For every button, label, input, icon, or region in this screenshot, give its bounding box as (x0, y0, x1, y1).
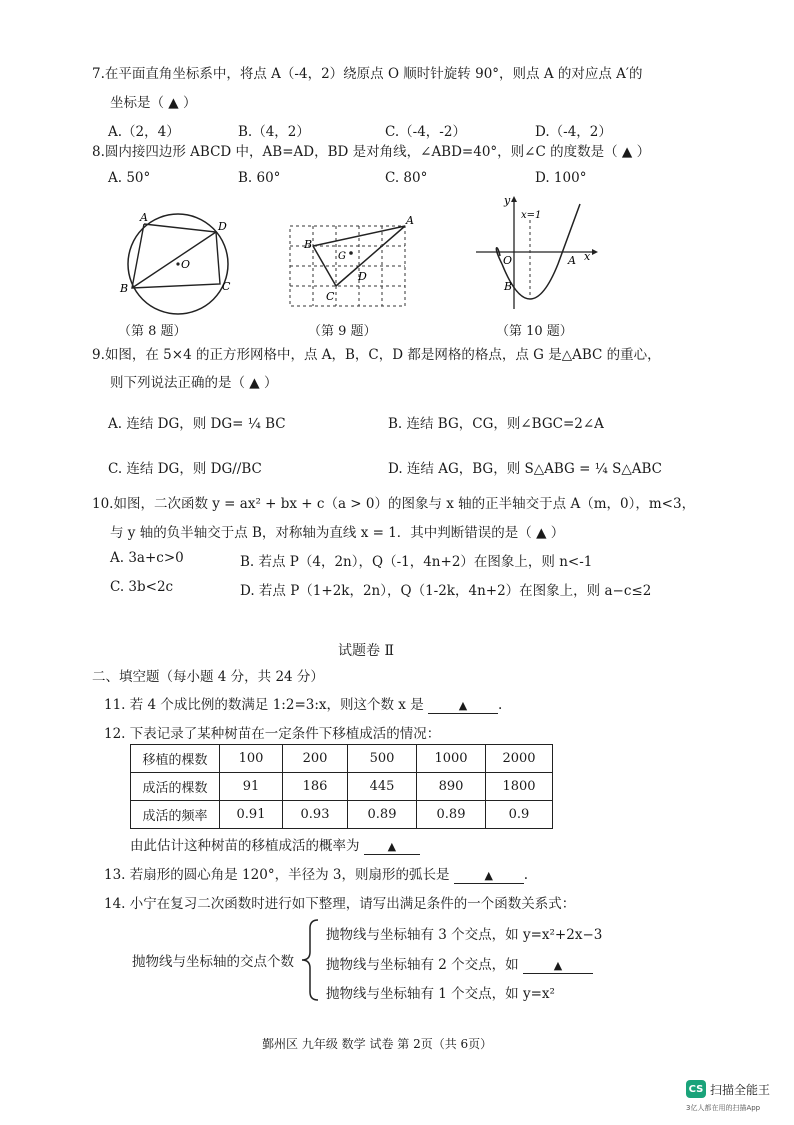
q14-intro: 14. 小宁在复习二次函数时进行如下整理，请写出满足条件的一个函数关系式： (104, 896, 576, 912)
q9-option-a: A. 连结 DG，则 DG= ¼ BC (108, 416, 286, 432)
q9-line2: 则下列说法正确的是（ ▲ ） (110, 375, 278, 391)
q13-end: . (523, 867, 529, 883)
section-heading: 二、填空题（每小题 4 分，共 24 分） (92, 669, 324, 685)
table-cell: 0.9 (486, 801, 553, 829)
q10-option-a: A. 3a+c>0 (110, 550, 184, 566)
q14-branch-2-text: 抛物线与坐标轴有 2 个交点，如 (326, 957, 519, 973)
q10-line2: 与 y 轴的负半轴交于点 B，对称轴为直线 x = 1．其中判断错误的是（ ▲ ） (110, 525, 565, 541)
q7-option-d: D.（-4，2） (535, 124, 612, 140)
q14-blank-mark: ▲ (553, 959, 563, 972)
q13-blank-mark: ▲ (484, 869, 493, 882)
figure-8 (112, 210, 252, 320)
q8-option-b: B. 60° (238, 170, 281, 186)
q11-blank (428, 697, 498, 714)
table-cell: 1000 (417, 745, 486, 773)
table-cell: 91 (220, 773, 283, 801)
q11-text: 11. 若 4 个成比例的数满足 1:2=3:x，则这个数 x 是 (104, 697, 424, 713)
q11 (104, 693, 502, 714)
table-cell: 445 (348, 773, 417, 801)
table-cell: 0.91 (220, 801, 283, 829)
fig9-label-b: B (304, 238, 313, 251)
q13 (104, 863, 528, 884)
q13-text: 13. 若扇形的圆心角是 120°，半径为 3，则扇形的弧长是 (104, 867, 450, 883)
fig8-label-o: O (181, 258, 191, 271)
table-row (131, 801, 553, 829)
q10-line1: 10.如图，二次函数 y = ax² + bx + c（a > 0）的图象与 x 轴的正半轴交于点 A（m，0），m<3， (92, 496, 696, 512)
q12-blank (364, 838, 420, 855)
page-footer: 鄞州区 九年级 数学 试卷 第 2页（共 6页） (262, 1037, 493, 1051)
q11-blank-mark: ▲ (458, 699, 468, 712)
scanner-watermark (686, 1080, 770, 1098)
q12-table (130, 744, 553, 829)
q8-option-d: D. 100° (535, 170, 587, 186)
q12-intro: 12. 下表记录了某种树苗在一定条件下移植成活的情况： (104, 726, 441, 742)
table-cell: 890 (417, 773, 486, 801)
fig9-label-g: G (338, 251, 346, 262)
cs-logo-icon: CS (686, 1080, 706, 1098)
table-cell: 186 (283, 773, 348, 801)
fig9-label-d: D (358, 270, 367, 283)
fig10-label-a: A (568, 254, 576, 267)
fig10-label-y: y (504, 194, 511, 207)
q14-branch-1: 抛物线与坐标轴有 3 个交点，如 y=x²+2x−3 (326, 927, 603, 943)
q12-blank-mark: ▲ (387, 840, 397, 853)
q9-line1: 9.如图，在 5×4 的正方形网格中，点 A，B，C，D 都是网格的格点，点 G 是△ABC 的重心， (92, 347, 661, 363)
q9-option-d: D. 连结 AG，BG，则 S△ABG = ¼ S△ABC (388, 461, 662, 477)
q13-blank (454, 867, 524, 884)
q8-line1: 8.圆内接四边形 ABCD 中，AB=AD，BD 是对角线，∠ABD=40°，则∠C 的度数是（ ▲ ） (92, 144, 651, 160)
fig8-label-a: A (140, 211, 148, 224)
q7-line2: 坐标是（ ▲ ） (110, 95, 197, 111)
table-cell: 200 (283, 745, 348, 773)
q12-after (130, 834, 420, 855)
figure-10 (472, 194, 602, 314)
section-title: 试题卷 Ⅱ (338, 643, 394, 659)
fig8-label-c: C (222, 280, 231, 293)
fig8-label-d: D (218, 220, 227, 233)
fig9-label-c: C (326, 290, 335, 303)
fig10-caption: （第 10 题） (496, 324, 573, 339)
q9-option-c: C. 连结 DG，则 DG//BC (108, 461, 262, 477)
table-cell: 2000 (486, 745, 553, 773)
q7-option-c: C.（-4，-2） (385, 124, 466, 140)
q8-option-c: C. 80° (385, 170, 428, 186)
figure-9 (286, 214, 416, 314)
fig10-label-axis: x=1 (521, 210, 542, 221)
table-row (131, 773, 553, 801)
fig8-label-b: B (120, 282, 129, 295)
fig10-label-x: x (584, 250, 591, 263)
table-cell: 0.89 (417, 801, 486, 829)
table-cell: 500 (348, 745, 417, 773)
q14-branch-3: 抛物线与坐标轴有 1 个交点，如 y=x² (326, 986, 555, 1002)
q11-end: . (498, 697, 503, 713)
q7-line1: 7.在平面直角坐标系中，将点 A（-4，2）绕原点 O 顺时针旋转 90°，则点 A 的对应点 A′的 (92, 66, 643, 82)
table-row (131, 745, 553, 773)
cs-app-name: 扫描全能王 (710, 1082, 771, 1097)
fig10-label-b: B (504, 280, 513, 293)
q12-after-text: 由此估计这种树苗的移植成活的概率为 (130, 838, 360, 854)
fig8-caption: （第 8 题） (118, 324, 187, 339)
table-cell: 100 (220, 745, 283, 773)
q10-option-c: C. 3b<2c (110, 579, 174, 595)
q7-option-a: A.（2，4） (108, 124, 180, 140)
fig9-label-a: A (406, 214, 414, 227)
q9-option-b: B. 连结 BG，CG，则∠BGC=2∠A (388, 416, 604, 432)
fig10-label-o: O (503, 254, 513, 267)
table-cell: 移植的棵数 (131, 745, 220, 773)
table-cell: 成活的频率 (131, 801, 220, 829)
q14-blank (523, 957, 593, 974)
table-cell: 1800 (486, 773, 553, 801)
table-cell: 成活的棵数 (131, 773, 220, 801)
cs-app-subtitle: 3亿人都在用的扫描App (686, 1104, 761, 1112)
q14-branch-2 (326, 953, 593, 974)
q7-option-b: B.（4，2） (238, 124, 310, 140)
fig9-caption: （第 9 题） (308, 324, 377, 339)
q8-option-a: A. 50° (108, 170, 151, 186)
q14-brace (298, 918, 322, 1002)
q10-option-b: B. 若点 P（4，2n），Q（-1，4n+2）在图象上，则 n<-1 (240, 554, 593, 570)
table-cell: 0.89 (348, 801, 417, 829)
q10-option-d: D. 若点 P（1+2k，2n），Q（1-2k，4n+2）在图象上，则 a−c≤2 (240, 583, 652, 599)
q14-left: 抛物线与坐标轴的交点个数 (132, 954, 294, 970)
table-cell: 0.93 (283, 801, 348, 829)
